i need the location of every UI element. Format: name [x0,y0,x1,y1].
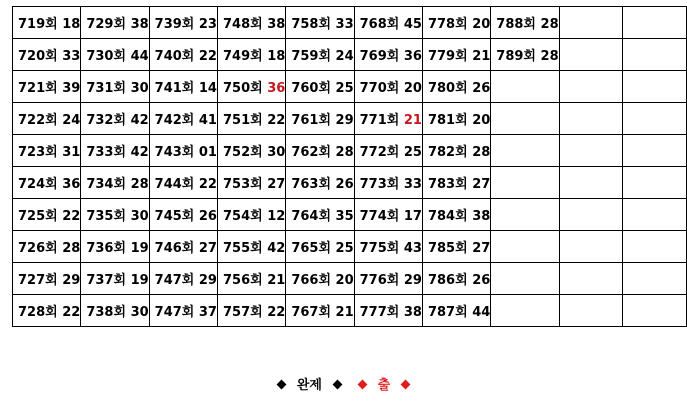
round-label: 747회 [154,305,195,320]
grid-cell [286,231,354,263]
grid-cell [422,231,490,263]
round-label: 767회 [291,305,332,320]
round-label: 742회 [154,113,195,128]
round-label: 784회 [427,209,468,224]
number-value: 26 [472,273,491,288]
grid-cell [13,39,81,71]
round-label: 730회 [86,49,127,64]
round-label: 732회 [86,113,127,128]
number-value: 18 [267,49,286,64]
round-label: 727회 [18,273,58,288]
round-label: 770회 [359,81,400,96]
grid-cell-empty [491,135,559,167]
round-label: 773회 [359,177,400,192]
grid-cell [354,295,422,327]
number-value: 26 [335,177,354,192]
grid-cell [422,7,490,39]
round-label: 776회 [359,273,400,288]
number-value: 27 [472,177,491,192]
round-label: 761회 [291,113,332,128]
black-diamond-icon [332,380,342,390]
number-value: 24 [335,49,354,64]
round-label: 723회 [18,145,58,160]
number-value: 12 [267,209,286,224]
grid-cell [149,295,217,327]
number-value: 41 [198,113,217,128]
grid-cell [422,103,490,135]
number-value: 25 [335,81,354,96]
grid-cell [354,263,422,295]
grid-cell [81,39,149,71]
round-label: 768회 [359,17,400,32]
legend-black-label: 완제 [296,378,322,393]
number-value: 24 [62,113,81,128]
number-value: 38 [472,209,491,224]
grid-cell-empty [491,295,559,327]
number-value: 38 [403,305,422,320]
round-label: 725회 [18,209,58,224]
number-value: 22 [267,305,286,320]
round-label: 749회 [222,49,263,64]
grid-cell-empty [623,199,687,231]
grid-cell [217,135,285,167]
grid-cell [422,199,490,231]
grid-row [13,71,687,103]
grid-cell [354,39,422,71]
round-label: 778회 [427,17,468,32]
legend [0,374,687,393]
grid-cell [217,167,285,199]
grid-cell [354,135,422,167]
round-label: 753회 [222,177,263,192]
round-label: 786회 [427,273,468,288]
grid-cell-empty [559,167,623,199]
round-label: 758회 [291,17,332,32]
round-label: 760회 [291,81,332,96]
round-label: 769회 [359,49,400,64]
round-label: 756회 [222,273,263,288]
grid-cell [286,71,354,103]
grid-cell [81,103,149,135]
grid-row [13,135,687,167]
round-label: 726회 [18,241,58,256]
number-value: 21 [267,273,286,288]
grid-cell [286,135,354,167]
round-label: 736회 [86,241,127,256]
number-value: 44 [130,49,149,64]
number-value: 22 [62,209,81,224]
round-label: 754회 [222,209,263,224]
round-label: 743회 [154,145,195,160]
number-value: 42 [267,241,286,256]
grid-row [13,199,687,231]
grid-cell-empty [559,7,623,39]
grid-cell [81,135,149,167]
grid-cell [149,135,217,167]
number-value: 20 [335,273,354,288]
grid-cell [422,167,490,199]
grid-cell [286,39,354,71]
grid-cell [81,199,149,231]
number-value: 37 [198,305,217,320]
grid-cell [149,39,217,71]
round-label: 746회 [154,241,195,256]
grid-cell [149,231,217,263]
number-value: 30 [267,145,286,160]
grid-cell [13,263,81,295]
number-value: 36 [403,49,422,64]
number-value: 14 [198,81,217,96]
number-value: 25 [335,241,354,256]
grid-cell [422,263,490,295]
grid-cell [422,39,490,71]
grid-cell-empty [623,167,687,199]
number-value: 23 [198,17,217,32]
round-label: 745회 [154,209,195,224]
grid-cell-empty [623,135,687,167]
round-label: 720회 [18,49,58,64]
round-label: 785회 [427,241,468,256]
number-value: 33 [62,49,81,64]
grid-cell [217,7,285,39]
round-label: 755회 [222,241,263,256]
round-label: 764회 [291,209,332,224]
round-label: 751회 [222,113,263,128]
grid-cell [81,167,149,199]
grid-cell [354,71,422,103]
grid-cell [354,7,422,39]
number-value: 26 [472,81,491,96]
grid-cell-empty [623,39,687,71]
number-value: 42 [130,113,149,128]
grid-cell-empty [491,167,559,199]
grid-cell-empty [559,295,623,327]
grid-cell [81,7,149,39]
grid-cell [286,295,354,327]
number-value: 36 [62,177,81,192]
grid-cell [217,39,285,71]
number-value: 36 [267,81,286,96]
round-label: 741회 [154,81,195,96]
round-label: 722회 [18,113,58,128]
grid-cell [286,199,354,231]
round-label: 775회 [359,241,400,256]
number-value: 42 [130,145,149,160]
number-value: 18 [62,17,81,32]
number-value: 33 [335,17,354,32]
round-label: 733회 [86,145,127,160]
grid-cell-empty [623,103,687,135]
number-value: 29 [335,113,354,128]
round-label: 719회 [18,17,58,32]
grid-cell [149,167,217,199]
round-label: 789회 [496,49,536,64]
number-value: 20 [403,81,422,96]
grid-cell [286,103,354,135]
number-value: 29 [403,273,422,288]
number-value: 43 [403,241,422,256]
number-value: 45 [403,17,422,32]
grid-cell [286,263,354,295]
round-label: 729회 [86,17,127,32]
number-value: 21 [472,49,491,64]
red-diamond-icon [358,380,368,390]
number-value: 17 [403,209,422,224]
grid-cell [354,231,422,263]
round-label: 762회 [291,145,332,160]
round-label: 765회 [291,241,332,256]
round-label: 747회 [154,273,195,288]
grid-cell-empty [559,231,623,263]
grid-cell-empty [623,71,687,103]
grid-cell [422,135,490,167]
grid-cell-empty [559,199,623,231]
grid-row [13,39,687,71]
round-label: 740회 [154,49,195,64]
grid-cell [149,71,217,103]
black-diamond-icon [277,380,287,390]
grid-cell [13,231,81,263]
number-value: 38 [130,17,149,32]
round-label: 783회 [427,177,468,192]
grid-cell-empty [623,295,687,327]
number-value: 28 [540,17,559,32]
grid-cell-empty [559,135,623,167]
grid-cell [149,263,217,295]
grid-cell [81,295,149,327]
number-value: 30 [130,209,149,224]
number-value: 19 [130,241,149,256]
number-value: 21 [403,113,422,128]
number-value: 22 [198,49,217,64]
grid-cell-empty [491,71,559,103]
round-label: 788회 [496,17,536,32]
grid-cell-empty [559,39,623,71]
round-label: 787회 [427,305,468,320]
number-value: 27 [267,177,286,192]
grid-cell [217,103,285,135]
number-value: 22 [198,177,217,192]
grid-cell [217,295,285,327]
number-value: 25 [403,145,422,160]
grid-cell [81,263,149,295]
grid-row [13,231,687,263]
grid-cell-empty [491,199,559,231]
grid-cell [13,103,81,135]
round-label: 731회 [86,81,127,96]
number-value: 39 [62,81,81,96]
grid-row [13,263,687,295]
round-label: 739회 [154,17,195,32]
grid-cell [354,167,422,199]
round-label: 782회 [427,145,468,160]
grid-cell [13,135,81,167]
grid-cell [286,167,354,199]
round-label: 759회 [291,49,332,64]
number-value: 29 [198,273,217,288]
grid-cell [422,71,490,103]
grid-cell [81,71,149,103]
round-label: 752회 [222,145,263,160]
round-label: 781회 [427,113,468,128]
round-label: 724회 [18,177,58,192]
number-value: 28 [130,177,149,192]
number-value: 22 [62,305,81,320]
number-value: 19 [130,273,149,288]
round-label: 735회 [86,209,127,224]
grid-cell [491,39,559,71]
number-value: 29 [62,273,81,288]
number-value: 27 [198,241,217,256]
number-value: 22 [267,113,286,128]
round-label: 763회 [291,177,332,192]
round-label: 750회 [222,81,263,96]
draw-grid-table [12,6,687,327]
number-value: 28 [540,49,559,64]
round-label: 721회 [18,81,58,96]
grid-row [13,7,687,39]
number-value: 44 [472,305,491,320]
round-label: 748회 [222,17,263,32]
legend-red-label: 출 [377,378,391,393]
red-diamond-icon [400,380,410,390]
round-label: 744회 [154,177,195,192]
grid-row [13,103,687,135]
grid-cell [149,7,217,39]
number-value: 28 [62,241,81,256]
grid-cell [286,7,354,39]
grid-row [13,167,687,199]
grid-cell [422,295,490,327]
round-label: 734회 [86,177,127,192]
round-label: 772회 [359,145,400,160]
grid-cell [149,103,217,135]
number-value: 33 [403,177,422,192]
grid-cell [81,231,149,263]
grid-cell [13,295,81,327]
grid-cell [217,199,285,231]
number-value: 27 [472,241,491,256]
grid-cell [491,7,559,39]
number-value: 30 [130,81,149,96]
grid-row [13,295,687,327]
round-label: 738회 [86,305,127,320]
grid-cell-empty [623,7,687,39]
grid-cell [354,103,422,135]
round-label: 771회 [359,113,400,128]
grid-cell-empty [491,231,559,263]
round-label: 780회 [427,81,468,96]
grid-cell-empty [623,263,687,295]
grid-cell [13,167,81,199]
grid-cell-empty [623,231,687,263]
number-value: 20 [472,113,491,128]
grid-cell [13,71,81,103]
number-value: 28 [472,145,491,160]
grid-cell [217,263,285,295]
round-label: 779회 [427,49,468,64]
number-value: 20 [472,17,491,32]
grid-cell-empty [559,263,623,295]
grid-cell-empty [491,263,559,295]
round-label: 737회 [86,273,127,288]
grid-cell [13,7,81,39]
number-value: 21 [335,305,354,320]
number-value: 35 [335,209,354,224]
round-label: 774회 [359,209,400,224]
grid-cell [217,71,285,103]
draw-grid-body [13,7,687,327]
grid-cell [217,231,285,263]
round-label: 777회 [359,305,400,320]
grid-cell [354,199,422,231]
number-value: 28 [335,145,354,160]
number-value: 01 [198,145,217,160]
number-value: 26 [198,209,217,224]
grid-cell-empty [559,71,623,103]
number-value: 30 [130,305,149,320]
round-label: 766회 [291,273,332,288]
number-value: 31 [62,145,81,160]
grid-cell [13,199,81,231]
number-value: 38 [267,17,286,32]
grid-cell-empty [491,103,559,135]
round-label: 728회 [18,305,58,320]
round-label: 757회 [222,305,263,320]
grid-cell-empty [559,103,623,135]
grid-cell [149,199,217,231]
